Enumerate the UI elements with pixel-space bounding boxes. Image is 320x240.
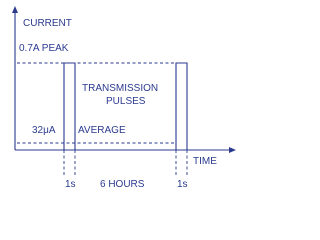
x-axis-arrow-icon <box>229 147 236 153</box>
x-axis-label: TIME <box>193 156 217 167</box>
pulse-2-duration: 1s <box>177 179 188 190</box>
pulses-label-line-1: TRANSMISSION <box>82 83 159 94</box>
peak-label: 0.7A PEAK <box>19 43 69 54</box>
pulse-2 <box>176 63 187 150</box>
average-label: AVERAGE <box>78 125 126 136</box>
interval-duration: 6 HOURS <box>100 179 145 190</box>
pulses-label-line-2: PULSES <box>106 96 146 107</box>
average-value: 32μA <box>32 125 56 136</box>
pulse-1 <box>64 63 75 150</box>
y-axis-arrow-icon <box>12 6 18 13</box>
pulse-1-duration: 1s <box>65 179 76 190</box>
y-axis-label: CURRENT <box>23 18 72 29</box>
